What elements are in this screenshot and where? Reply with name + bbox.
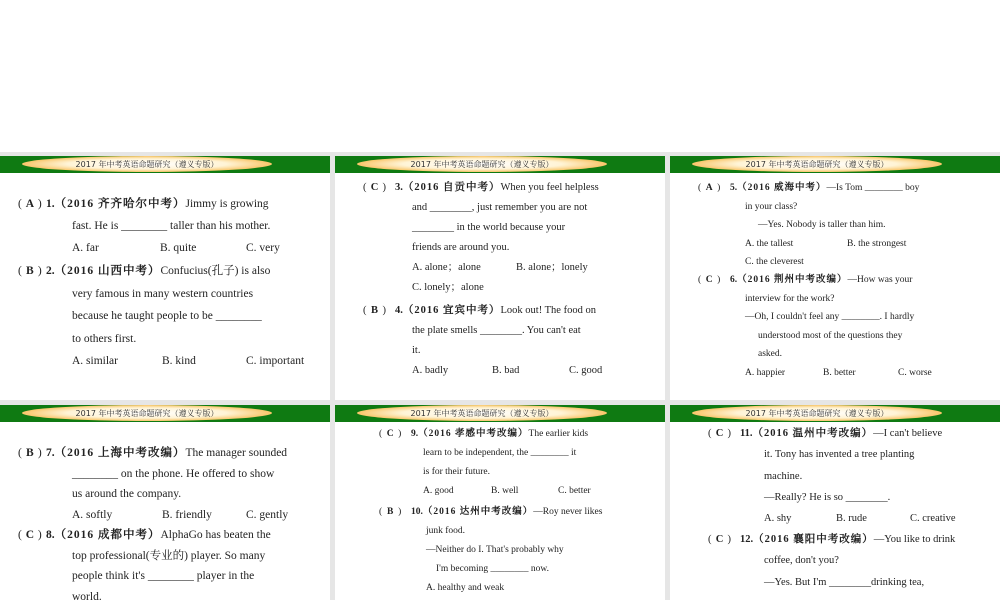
options <box>335 258 665 278</box>
question-number: 6. <box>730 275 738 285</box>
question-number: 11. <box>740 428 753 439</box>
question-source: （2016 温州中考改编） <box>752 428 874 439</box>
question-line: AlphaGo has beaten the <box>160 529 271 541</box>
option-b: B. bad <box>492 365 520 376</box>
option-c: C. the cleverest <box>745 257 804 267</box>
slide-panel-5 <box>335 405 665 600</box>
question-source: （2016 荆州中考改编） <box>737 275 848 285</box>
option-a: A. shy <box>764 513 792 525</box>
question-source: （2016 宜宾中考） <box>402 305 501 316</box>
answer-10: B <box>387 507 394 517</box>
question-line: world. <box>72 590 102 600</box>
question-11: ( C ) 11.（2016 温州中考改编）—I can't believe it. Tony has invented a tree planting machine. —Really? He is so ________. A. shy B. rude C. creative <box>670 423 1000 529</box>
question-source: （2016 齐齐哈尔中考） <box>54 198 186 210</box>
option-a: A. happier <box>745 367 786 378</box>
question-6: ( C ) 6.（2016 荆州中考改编）—How was your interview for the work? —Oh, I couldn't feel any ________. I hardly understood most of the questions they asked. A. happier B. better C. worse <box>670 271 1000 382</box>
options <box>335 361 665 381</box>
header-title: 2017 年中考英语命题研究（遵义专版） <box>745 409 889 418</box>
question-source: （2016 孝感中考改编） <box>418 429 529 439</box>
slide-panel-4 <box>0 405 330 600</box>
slide-panel-3 <box>670 156 1000 400</box>
question-line: to others first. <box>72 332 137 345</box>
question-line: —Yes. But I'm ________drinking tea, <box>764 576 925 588</box>
option-a: A. alone；alone <box>412 262 481 273</box>
answer-11: C <box>715 428 724 439</box>
question-number: 4. <box>395 305 403 316</box>
answer-9: C <box>386 429 394 439</box>
slide-panel-1 <box>0 156 330 400</box>
header-title: 2017 年中考英语命题研究（遵义专版） <box>75 160 219 169</box>
option-a: A. similar <box>72 355 118 367</box>
option-c: C. important <box>246 355 305 367</box>
option-b: B. rude <box>836 513 867 525</box>
question-source: （2016 达州中考改编） <box>422 507 534 517</box>
slide-panel-6 <box>670 405 1000 600</box>
option-b: B. well <box>491 486 519 496</box>
options <box>0 238 330 259</box>
question-line: it. Tony has invented a tree planting <box>764 449 915 461</box>
header-bar <box>670 156 1000 173</box>
header-bar <box>670 405 1000 422</box>
header-bar <box>0 156 330 173</box>
answer-6: C <box>705 275 713 285</box>
question-line: understood most of the questions they <box>758 330 903 341</box>
option-b: B. kind <box>162 355 196 367</box>
answer-1: A <box>25 198 34 210</box>
question-line: ________ in the world because your <box>412 222 566 233</box>
answer-7: B <box>26 447 34 459</box>
question-line: machine. <box>764 470 803 482</box>
question-line: —Roy never likes <box>533 507 603 517</box>
question-source: （2016 威海中考） <box>737 183 827 193</box>
question-line: coffee, don't you? <box>764 555 839 567</box>
question-line: —Neither do I. That's probably why <box>426 545 564 555</box>
question-line: asked. <box>758 349 783 359</box>
question-line: Look out! The food on <box>500 305 596 316</box>
answer-2: B <box>26 265 34 277</box>
option-c: C. creative <box>910 513 956 525</box>
question-number: 12. <box>740 534 754 545</box>
header-title: 2017 年中考英语命题研究（遵义专版） <box>745 160 889 169</box>
question-line: learn to be independent, the ________ it <box>423 448 577 458</box>
header-bar <box>335 156 665 173</box>
question-line: and ________, just remember you are not <box>412 202 588 213</box>
question-4: ( B ) 4.（2016 宜宾中考）Look out! The food on the plate smells ________. You can't eat it. A. badly B. bad C. good <box>335 301 665 381</box>
question-12: ( C ) 12.（2016 襄阳中考改编）—You like to drink coffee, don't you? —Yes. But I'm ________drinking tea, <box>670 529 1000 593</box>
question-line: —Really? He is so ________. <box>764 491 891 503</box>
option-b: B. better <box>823 367 856 378</box>
question-line: it. <box>412 345 421 356</box>
options <box>670 235 1000 254</box>
question-9: ( C ) 9.（2016 孝感中考改编）The earlier kids learn to be independent, the ________ it is for their future. A. good B. well C. better <box>335 425 665 501</box>
option-b: B. friendly <box>162 508 212 521</box>
question-line: The earlier kids <box>528 429 589 439</box>
options <box>0 350 330 373</box>
question-line: top professional(专业的) player. So many <box>72 549 266 562</box>
option-c: C. good <box>569 365 603 376</box>
option-c: C. lonely；alone <box>412 282 484 293</box>
question-line: friends are around you. <box>412 242 510 253</box>
question-line: —How was your <box>847 275 913 285</box>
question-7: ( B ) 7.（2016 上海中考改编）The manager sounded ________ on the phone. He offered to show us around the company. A. softly B. friendly C. gently <box>0 443 330 525</box>
question-number: 7. <box>46 447 55 459</box>
question-line: interview for the work? <box>745 293 835 304</box>
header-bar <box>0 405 330 422</box>
header-title: 2017 年中考英语命题研究（遵义专版） <box>410 409 554 418</box>
question-line: —Is Tom ________ boy <box>826 183 920 193</box>
question-line: —You like to drink <box>873 534 956 545</box>
option-a: A. good <box>423 486 454 496</box>
options <box>0 505 330 526</box>
option-b: B. quite <box>160 242 197 254</box>
question-line: because he taught people to be ________ <box>72 310 262 322</box>
question-number: 5. <box>730 183 738 193</box>
question-2: ( B ) 2.（2016 山西中考）Confucius(孔子) is also very famous in many western countries because he taught people to be ________ to others first. A. similar B. kind C. important <box>0 260 330 373</box>
question-source: （2016 山西中考） <box>54 265 161 277</box>
answer-3: C <box>370 182 379 193</box>
option-a: A. healthy and weak <box>426 583 505 593</box>
header-title: 2017 年中考英语命题研究（遵义专版） <box>410 160 554 169</box>
question-line: fast. He is ________ taller than his mother. <box>72 220 271 232</box>
option-c: C. gently <box>246 508 289 521</box>
question-number: 9. <box>411 429 419 439</box>
option-a: A. softly <box>72 508 113 521</box>
question-line: people think it's ________ player in the <box>72 570 255 582</box>
option-b: B. alone；lonely <box>516 262 588 273</box>
question-source: （2016 襄阳中考改编） <box>753 534 874 545</box>
question-number: 1. <box>46 198 55 210</box>
question-line: is for their future. <box>423 467 491 477</box>
question-line: When you feel helpless <box>500 182 599 193</box>
question-line: the plate smells ________. You can't eat <box>412 325 581 336</box>
question-line: in your class? <box>745 201 798 212</box>
question-source: （2016 自贡中考） <box>402 182 501 193</box>
option-b: B. the strongest <box>847 238 907 249</box>
question-line: The manager sounded <box>185 447 288 459</box>
header-bar <box>335 405 665 422</box>
options <box>670 364 1000 383</box>
question-line: —Yes. Nobody is taller than him. <box>758 220 886 230</box>
question-line: —Oh, I couldn't feel any ________. I hardly <box>745 312 915 322</box>
answer-4: B <box>370 305 378 316</box>
options <box>670 508 1000 529</box>
answer-5: A <box>705 183 713 193</box>
option-c: C. very <box>246 242 280 254</box>
question-number: 2. <box>46 265 55 277</box>
header-title: 2017 年中考英语命题研究（遵义专版） <box>75 409 219 418</box>
question-line: junk food. <box>426 526 466 536</box>
question-3: ( C ) 3.（2016 自贡中考）When you feel helpless and ________, just remember you are not ________ in the world because your friends are around you. A. alone；alone B. alone；lonely C. lonely；alone <box>335 178 665 298</box>
option-c: C. better <box>558 486 591 496</box>
question-line: us around the company. <box>72 488 182 500</box>
answer-12: C <box>715 534 724 545</box>
question-source: （2016 成都中考） <box>54 529 161 541</box>
answer-8: C <box>25 529 34 541</box>
question-line: Confucius(孔子) is also <box>160 265 271 277</box>
question-1: ( A ) 1.（2016 齐齐哈尔中考）Jimmy is growing fast. He is ________ taller than his mother. A. far B. quite C. very <box>0 194 330 259</box>
question-line: Jimmy is growing <box>185 198 269 210</box>
question-5: ( A ) 5.（2016 威海中考）—Is Tom ________ boy in your class? —Yes. Nobody is taller than him. A. the tallest B. the strongest C. the cleverest <box>670 179 1000 272</box>
question-line: ________ on the phone. He offered to show <box>72 467 275 480</box>
question-number: 3. <box>395 182 403 193</box>
question-number: 10. <box>411 507 423 517</box>
option-c: C. worse <box>898 367 932 378</box>
option-a: A. the tallest <box>745 238 794 249</box>
question-source: （2016 上海中考改编） <box>54 447 186 459</box>
question-line: I'm becoming ________ now. <box>436 564 549 574</box>
option-a: A. far <box>72 242 99 254</box>
options <box>335 482 665 501</box>
question-number: 8. <box>46 529 55 541</box>
slide-panel-2 <box>335 156 665 400</box>
question-line: —I can't believe <box>873 428 943 439</box>
question-line: very famous in many western countries <box>72 287 254 300</box>
question-8: ( C ) 8.（2016 成都中考）AlphaGo has beaten the top professional(专业的) player. So many people think it's ________ player in the world. <box>0 525 330 600</box>
question-10: ( B ) 10.（2016 达州中考改编）—Roy never likes junk food. —Neither do I. That's probably why I'm becoming ________ now. A. healthy and weak <box>335 503 665 598</box>
option-a: A. badly <box>412 365 449 376</box>
